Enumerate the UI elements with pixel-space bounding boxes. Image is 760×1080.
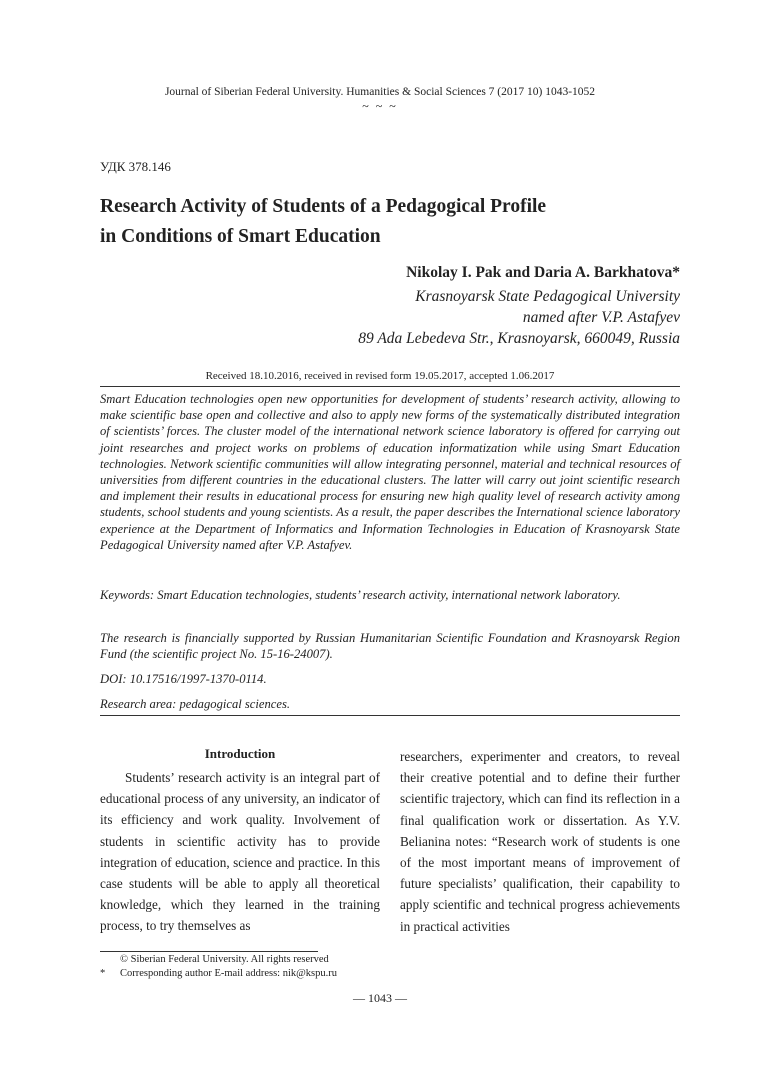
header-ornament: ~ ~ ~: [362, 99, 398, 113]
affiliation-line-3: 89 Ada Lebedeva Str., Krasnoyarsk, 660049, Russia: [358, 330, 680, 347]
introduction-heading: Introduction: [204, 746, 276, 761]
affiliation-line-1: Krasnoyarsk State Pedagogical University: [415, 288, 680, 305]
journal-header: Journal of Siberian Federal University. Humanities & Social Sciences 7 (2017 10) 1043-1052: [164, 86, 596, 98]
title-line-1: Research Activity of Students of a Pedagogical Profile: [100, 196, 547, 217]
keywords: Keywords: Smart Education technologies, students’ research activity, international network laboratory.: [100, 588, 621, 602]
footnote-rule: [100, 951, 318, 952]
abstract-bottom-rule: [100, 715, 680, 716]
paper-title: [100, 192, 660, 252]
corresponding-author: Corresponding author E-mail address: nik@kspu.ru: [120, 968, 338, 979]
intro-right-paragraph: researchers, experimenter and creators, to reveal their creative potential and to define their further scientific trajectory, which can find its reflection in a final qualification work or dissertation. As Y.V. Belianina notes: “Research work of students is one of the most important means of improvement of future specialists’ qualification, their capability to apply scientific and technical progress achievements in practical activities: [400, 749, 680, 934]
abstract-top-rule: [100, 386, 680, 387]
intro-left-paragraph: Students’ research activity is an integral part of educational process of any university, an indicator of its efficiency and work quality. Involvement of students in scientific activity has to provide integration of education, science and practice. In this case students will be able to apply all theoretical knowledge, which they learned in the training process, to try themselves as: [100, 770, 380, 934]
udk-code: УДК 378.146: [100, 159, 171, 174]
authors: Nikolay I. Pak and Daria A. Barkhatova*: [406, 264, 680, 281]
footnote-star: *: [100, 968, 106, 979]
research-area: Research area: pedagogical sciences.: [100, 697, 291, 711]
title-line-2: in Conditions of Smart Education: [100, 226, 381, 247]
affiliation-line-2: named after V.P. Astafyev: [522, 309, 680, 326]
funding-note: The research is financially supported by Russian Humanitarian Scientific Foundation and Krasnoyarsk Region Fund (the scientific project No. 15-16-24007).: [100, 631, 680, 662]
copyright-footnote: © Siberian Federal University. All rights reserved: [120, 954, 329, 965]
abstract-text: Smart Education technologies open new opportunities for development of students’ research activity, allowing to make scientific base open and collective and also to apply new forms of the systematically distributed integration of scientists’ forces. The cluster model of the international network science laboratory is offered for carrying out joint researches and project works on problems of education informatization while using Smart Education technologies. Network scientific communities will allow integrating personnel, material and technical resources of universities from different countries in the educational clusters. The latter will carry out joint scientific research and implement their results in educational process for ensuring new high quality level of research activity among students, school students and young scientists. As a result, the paper describes the International science laboratory experience at the Department of Informatics and Information Technologies in Education of Krasnoyarsk State Pedagogical University named after V.P. Astafyev.: [100, 392, 680, 552]
intro-right-column: [400, 746, 680, 937]
doi: DOI: 10.17516/1997-1370-0114.: [100, 672, 267, 686]
received-dates: Received 18.10.2016, received in revised form 19.05.2017, accepted 1.06.2017: [205, 370, 555, 382]
page-number: — 1043 —: [353, 991, 407, 1005]
affiliation: [358, 286, 680, 349]
intro-left-column: [100, 767, 380, 937]
